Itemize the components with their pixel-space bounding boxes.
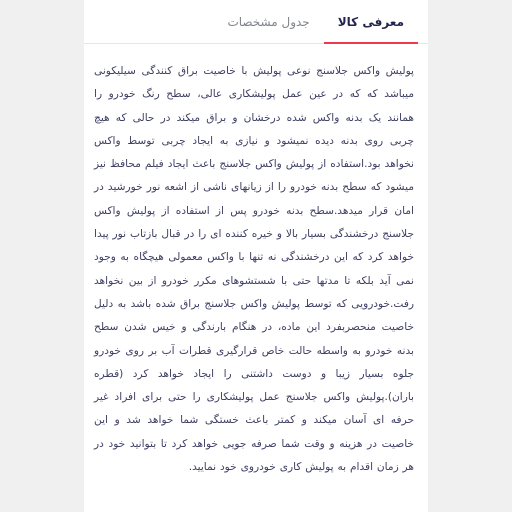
product-tabs: [84, 0, 428, 44]
tab-product-introduction[interactable]: معرفی کالا: [324, 0, 418, 43]
product-detail-card: [84, 0, 428, 512]
product-description: پولیش واکس جلاسنج نوعی پولیش با خاصیت براق کنندگی سیلیکونی میباشد که که در عین عمل پولیشکاری عالی، سطح رنگ خودرو را همانند یک بدنه واکس شده درخشان و براق میکند در حالی که هیچ چربی روی بدنه دیده نمیشود و نیازی به ایجاد چربی توسط واکس نخواهد بود.استفاده از پولیش واکس جلاسنج باعث ایجاد فیلم محافظ نیز میشود که سطح بدنه خودرو را از زیانهای ناشی از اشعه نور خورشید در امان قرار میدهد.سطح بدنه خودرو پس از استفاده از پولیش واکس جلاسنج درخشندگی بسیار بالا و خیره کننده ای را در قبال بازتاب نور پیدا خواهد کرد که این درخشندگی نه تنها با واکس معمولی هیچگاه به وجود نمی آید بلکه تا مدتها حتی با شستشوهای مکرر خودرو از بین نخواهد رفت.خودرویی که توسط پولیش واکس جلاسنج براق شده باشد به دلیل خاصیت منحصربفرد این ماده، در هنگام بارندگی و خیس شدن سطح بدنه خودرو به واسطه حالت خاص قرارگیری قطرات آب بر روی خودرو جلوه بسیار زیبا و دوست داشتنی را ایجاد خواهد کرد (قطره باران).پولیش واکس جلاسنج عمل پولیشکاری را حتی برای افراد غیر حرفه ای آسان میکند و کمتر باعث خستگی شما خواهد شد و این خاصیت در هزینه و وقت شما صرفه جویی خواهد کرد تا بتوانید خود در هر زمان اقدام به پولیش کاری خودروی خود نمایید.: [94, 65, 414, 474]
tab-specifications[interactable]: جدول مشخصات: [227, 14, 310, 29]
